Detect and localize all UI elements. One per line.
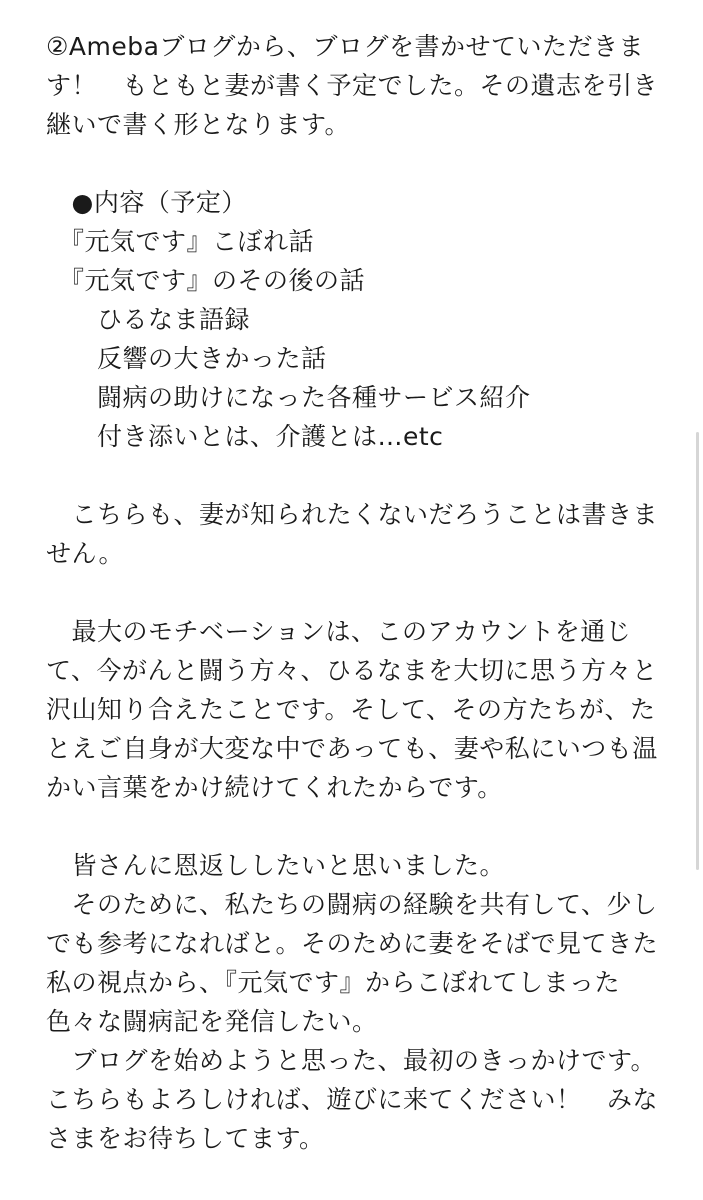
paragraph-intro [46, 27, 658, 144]
text-line: 色々な闘病記を発信したい。 [46, 1007, 378, 1036]
list-item: 闘病の助けになった各種サービス紹介 [46, 383, 531, 412]
vertical-scrollbar[interactable] [696, 432, 699, 870]
text-line: でも参考になればと。そのために妻をそばで見てきた [46, 929, 659, 958]
text-line: て、今がんと闘う方々、ひるなまを大切に思う方々と [46, 656, 658, 685]
paragraph-content-list [46, 183, 658, 456]
text-line: ブログを始めようと思った、最初のきっかけです。 [46, 1046, 657, 1075]
paragraph-gap [46, 573, 658, 612]
text-line: そのために、私たちの闘病の経験を共有して、少し [46, 890, 658, 919]
text-line: ②Amebaブログから、ブログを書かせていただきま [46, 32, 644, 61]
list-item: 『元気です』こぼれ話 [46, 227, 315, 256]
list-heading: ●内容（予定） [46, 188, 247, 217]
text-line: こちらも、妻が知られたくないだろうことは書きま [46, 500, 659, 529]
paragraph-gap [46, 807, 658, 846]
text-line: せん。 [46, 539, 125, 568]
list-item: 『元気です』のその後の話 [46, 266, 366, 295]
paragraph-gap [46, 456, 658, 495]
list-item: ひるなま語録 [46, 305, 251, 334]
list-item: 反響の大きかった話 [46, 344, 327, 373]
text-line: す！ もともと妻が書く予定でした。その遺志を引き [46, 71, 659, 100]
text-line: さまをお待ちしてます。 [46, 1124, 325, 1153]
text-line: こちらもよろしければ、遊びに来てください！ みな [46, 1085, 659, 1114]
blog-announcement-text [46, 27, 658, 1158]
paragraph-motivation [46, 612, 658, 807]
paragraph-closing [46, 846, 658, 1158]
text-line: 私の視点から、『元気です』からこぼれてしまった [46, 968, 621, 997]
text-line: 継いで書く形となります。 [46, 110, 351, 139]
text-line: 最大のモチベーションは、このアカウントを通じ [46, 617, 632, 646]
text-line: かい言葉をかけ続けてくれたからです。 [46, 773, 503, 802]
paragraph-privacy [46, 495, 658, 573]
text-line: 皆さんに恩返ししたいと思いました。 [46, 851, 506, 880]
text-line: 沢山知り合えたことです。そして、その方たちが、た [46, 695, 656, 724]
list-item: 付き添いとは、介護とは…etc [46, 422, 444, 451]
text-line: とえご自身が大変な中であっても、妻や私にいつも温 [46, 734, 658, 763]
paragraph-gap [46, 144, 658, 183]
